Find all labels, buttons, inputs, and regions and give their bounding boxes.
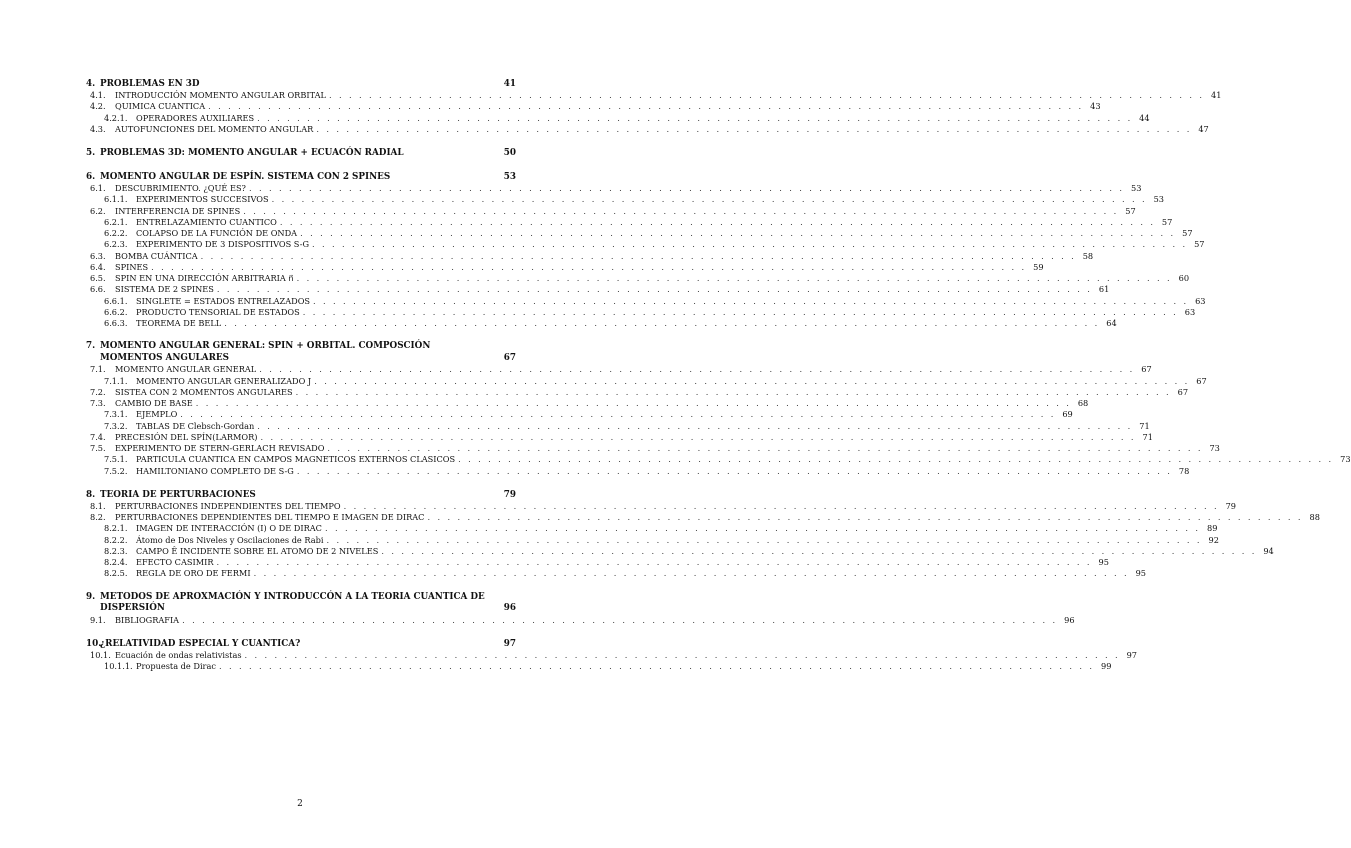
toc-leader-dots: [245, 650, 1120, 661]
toc-title: MOMENTO ANGULAR GENERAL: SPIN + ORBITAL. COMPOSCIÓN MOMENTOS ANGULARES: [100, 341, 431, 363]
toc-number: 6.6.2.: [104, 306, 128, 317]
toc-title: ¿RELATIVIDAD ESPECIAL Y CUANTICA?: [100, 638, 301, 649]
toc-leader-dots: [272, 194, 1147, 205]
toc-page: 63: [1184, 306, 1196, 317]
toc-number: 4.: [86, 79, 96, 89]
toc-subsection[interactable]: [86, 465, 1190, 477]
toc-number: 6.2.2.: [104, 228, 128, 238]
toc-page: 71: [1139, 420, 1150, 431]
toc-section[interactable]: [86, 123, 1209, 135]
toc-leader-dots: [427, 512, 1302, 523]
toc-page: 59: [1033, 261, 1044, 272]
toc-page: 95: [1098, 557, 1109, 567]
toc-page: 73: [1209, 443, 1220, 453]
toc-number: 6.2.: [90, 205, 106, 216]
toc-leader-dots: [344, 501, 1219, 512]
toc-leader-dots: [297, 466, 1172, 477]
toc-leader-dots: [201, 251, 1076, 262]
toc-number: 4.1.: [90, 90, 106, 100]
toc-section[interactable]: [86, 90, 1222, 101]
toc-section[interactable]: [86, 183, 1142, 194]
toc-leader-dots: [314, 376, 1189, 387]
toc-title: SPIN EN UNA DIRECCIÓN ARBITRARIA n⃗: [115, 273, 294, 283]
toc-leader-dots: [313, 296, 1188, 307]
toc-title: METODOS DE APROXMACIÓN Y INTRODUCCÓN A LA TEORIA CUANTICA DE DISPERSIÓN: [100, 591, 485, 613]
toc-leader-dots: [217, 284, 1092, 295]
toc-leader-dots: [316, 124, 1191, 135]
toc-page: 96: [503, 603, 516, 613]
toc-title: PRECESIÓN DEL SPÍN(LARMOR): [115, 431, 258, 442]
toc-title: MOMENTO ANGULAR GENERALIZADO J: [136, 375, 312, 386]
toc-title: EJEMPLO: [136, 409, 178, 420]
toc-subsection[interactable]: [86, 557, 1109, 568]
toc-page: 67: [1196, 375, 1207, 386]
toc-page: 53: [503, 172, 516, 182]
toc-chapter[interactable]: [86, 147, 516, 159]
toc-subsection[interactable]: [86, 228, 1193, 239]
toc-number: 7.2.: [90, 386, 106, 397]
toc-page: 79: [1225, 500, 1237, 511]
toc-number: 7.3.: [90, 398, 106, 408]
toc-title: PRODUCTO TENSORIAL DE ESTADOS: [136, 306, 300, 317]
toc-leader-dots: [458, 454, 1333, 465]
toc-chapter[interactable]: [86, 638, 516, 650]
toc-page: 50: [503, 148, 516, 158]
toc-number: 8.2.4.: [104, 557, 128, 567]
toc-leader-dots: [312, 239, 1187, 250]
toc-title: CAMBIO DE BASE: [115, 398, 193, 408]
toc-section[interactable]: [86, 398, 1089, 409]
toc-subsection[interactable]: [86, 112, 1150, 124]
toc-title: COLAPSO DE LA FUNCIÓN DE ONDA: [136, 228, 298, 238]
toc-page: 78: [1178, 465, 1190, 476]
toc-subsection[interactable]: [86, 545, 1274, 557]
toc-number: 7.3.1.: [104, 409, 128, 420]
toc-chapter[interactable]: [86, 171, 516, 183]
toc-title: INTRODUCCIÓN MOMENTO ANGULAR ORBITAL: [115, 90, 326, 100]
toc-page: 57: [1182, 228, 1193, 238]
toc-number: 6.6.3.: [104, 318, 128, 328]
toc-page: 94: [1263, 545, 1274, 556]
toc-number: 6.2.3.: [104, 239, 128, 250]
toc-number: 10.1.: [90, 649, 111, 660]
toc-section[interactable]: [86, 443, 1220, 454]
toc-subsection[interactable]: [86, 216, 1173, 228]
toc-number: 7.1.: [90, 364, 106, 375]
toc-number: 6.3.: [90, 250, 106, 261]
page-number: 2: [297, 799, 303, 809]
toc-title: Átomo de Dos Niveles y Oscilaciones de Rabi: [136, 534, 324, 545]
toc-leader-dots: [326, 535, 1201, 546]
toc-subsection[interactable]: [86, 409, 1073, 420]
toc-page: 63: [1195, 295, 1206, 306]
toc-title: EXPERIMENTO DE 3 DISPOSITIVOS S-G: [136, 239, 310, 250]
toc-section[interactable]: [86, 386, 1189, 398]
toc-page: 97: [1126, 649, 1137, 660]
toc-title: Propuesta de Dirac: [136, 661, 216, 671]
toc-title: SPINES: [115, 261, 149, 272]
toc-leader-dots: [180, 409, 1055, 420]
toc-title: PARTICULA CUANTICA EN CAMPOS MAGNETICOS EXTERNOS CLASICOS: [136, 454, 456, 465]
toc-title: EFECTO CASIMIR: [136, 557, 214, 567]
toc-number: 9.1.: [90, 614, 106, 625]
toc-leader-dots: [257, 421, 1132, 432]
toc-title: REGLA DE ORO DE FERMI: [136, 568, 251, 579]
toc-section[interactable]: [86, 431, 1153, 443]
toc-leader-dots: [224, 318, 1099, 329]
toc-leader-dots: [196, 398, 1071, 409]
toc-number: 8.2.2.: [104, 534, 128, 545]
toc-page: 69: [1062, 409, 1073, 420]
toc-number: 7.4.: [90, 431, 106, 442]
toc-leader-dots: [254, 568, 1129, 579]
toc-number: 7.5.2.: [104, 465, 128, 476]
toc-chapter[interactable]: [86, 592, 516, 615]
toc-page: 96: [1064, 614, 1075, 625]
toc-subsection[interactable]: [86, 318, 1117, 329]
toc-title: PROBLEMAS 3D: MOMENTO ANGULAR + ECUACÓN RADIAL: [100, 148, 404, 158]
toc-title: EXPERIMENTOS SUCCESIVOS: [136, 194, 269, 205]
toc-page: 71: [1142, 431, 1153, 442]
toc-title: BOMBA CUÁNTICA: [115, 250, 198, 261]
toc-page: 47: [1198, 123, 1209, 134]
toc-leader-dots: [219, 661, 1094, 672]
toc-title: SINGLETE = ESTADOS ENTRELAZADOS: [136, 295, 311, 306]
toc-leader-dots: [243, 206, 1118, 217]
toc-title: PERTURBACIONES INDEPENDIENTES DEL TIEMPO: [115, 500, 341, 511]
toc-page: 57: [1194, 239, 1205, 250]
toc-subsection[interactable]: [86, 534, 1219, 546]
toc-leader-dots: [381, 546, 1256, 557]
toc-number: 9.: [86, 591, 96, 602]
toc-title: BIBLIOGRAFIA: [115, 614, 180, 625]
toc-subsection[interactable]: [86, 194, 1165, 205]
toc-subsection[interactable]: [86, 568, 1147, 579]
toc-page: 58: [1082, 250, 1094, 261]
toc-page: 67: [503, 352, 516, 363]
toc-subsection[interactable]: [86, 661, 1112, 672]
toc-number: 7.: [86, 341, 96, 352]
table-of-contents: [86, 78, 1351, 672]
toc-page: 61: [1098, 284, 1110, 295]
toc-leader-dots: [249, 183, 1124, 194]
toc-page: 68: [1077, 398, 1089, 408]
toc-number: 7.5.1.: [104, 454, 128, 465]
toc-title: HAMILTONIANO COMPLETO DE S-G: [136, 465, 294, 476]
toc-page: 41: [1211, 90, 1222, 100]
toc-number: 6.1.1.: [104, 194, 128, 205]
toc-page: 44: [1139, 112, 1150, 123]
toc-page: 64: [1106, 318, 1117, 328]
toc-page: 41: [503, 79, 516, 89]
toc-leader-dots: [257, 113, 1132, 124]
toc-number: 4.2.: [90, 101, 106, 112]
toc-section[interactable]: [86, 261, 1044, 273]
toc-subsection[interactable]: [86, 306, 1196, 318]
toc-title: INTERFERENCIA DE SPINES: [115, 205, 241, 216]
toc-subsection[interactable]: [86, 523, 1218, 534]
toc-title: TEOREMA DE BELL: [136, 318, 222, 328]
toc-leader-dots: [296, 387, 1171, 398]
toc-number: 8.: [86, 489, 96, 500]
toc-page: 79: [503, 489, 516, 500]
toc-title: MOMENTO ANGULAR GENERAL: [115, 364, 257, 375]
toc-page: 67: [1177, 386, 1189, 397]
toc-title: AUTOFUNCIONES DEL MOMENTO ANGULAR: [115, 123, 314, 134]
toc-page: 60: [1178, 273, 1190, 283]
toc-page: 73: [1340, 454, 1351, 465]
toc-number: 6.5.: [90, 273, 106, 283]
toc-number: 10.: [86, 638, 102, 649]
toc-title: PROBLEMAS EN 3D: [100, 79, 200, 89]
toc-leader-dots: [329, 90, 1204, 101]
toc-subsection[interactable]: [86, 420, 1150, 432]
toc-leader-dots: [216, 557, 1091, 568]
toc-section[interactable]: [86, 205, 1136, 217]
toc-subsection[interactable]: [86, 454, 1351, 465]
toc-title: Ecuación de ondas relativistas: [115, 649, 242, 660]
toc-title: EXPERIMENTO DE STERN-GERLACH REVISADO: [115, 443, 325, 453]
toc-title: OPERADORES AUXILIARES: [136, 112, 255, 123]
toc-leader-dots: [325, 523, 1200, 534]
toc-number: 7.5.: [90, 443, 106, 453]
toc-title: SISTEMA DE 2 SPINES: [115, 284, 214, 295]
toc-section[interactable]: [86, 101, 1101, 112]
toc-number: 6.2.1.: [104, 216, 128, 227]
toc-number: 8.2.3.: [104, 545, 128, 556]
toc-page: 57: [1125, 205, 1136, 216]
toc-leader-dots: [327, 443, 1202, 454]
toc-number: 6.4.: [90, 261, 106, 272]
toc-page: 43: [1090, 101, 1101, 112]
toc-title: TEORIA DE PERTURBACIONES: [100, 489, 256, 500]
toc-leader-dots: [151, 262, 1026, 273]
toc-chapter[interactable]: [86, 78, 516, 90]
toc-leader-dots: [303, 307, 1178, 318]
toc-section[interactable]: [86, 512, 1320, 523]
toc-leader-dots: [259, 364, 1134, 375]
toc-number: 5.: [86, 148, 96, 158]
toc-leader-dots: [260, 432, 1135, 443]
toc-subsection[interactable]: [86, 239, 1205, 250]
toc-number: 4.3.: [90, 123, 106, 134]
toc-page: 53: [1130, 183, 1142, 193]
toc-page: 57: [1161, 216, 1173, 227]
toc-subsection[interactable]: [86, 295, 1206, 307]
toc-page: 97: [503, 638, 516, 649]
toc-number: 8.2.5.: [104, 568, 128, 579]
toc-chapter[interactable]: [86, 489, 516, 501]
toc-section[interactable]: [86, 364, 1152, 375]
toc-title: CAMPO Ê INCIDENTE SOBRE EL ATOMO DE 2 NIVELES: [136, 545, 379, 556]
toc-title: ENTRELAZAMIENTO CUANTICO: [136, 216, 277, 227]
toc-number: 8.1.: [90, 500, 106, 511]
toc-number: 10.1.1.: [104, 661, 133, 671]
toc-number: 8.2.1.: [104, 523, 128, 534]
toc-title: MOMENTO ANGULAR DE ESPÍN. SISTEMA CON 2 SPINES: [100, 172, 391, 182]
toc-leader-dots: [297, 273, 1172, 284]
toc-page: 95: [1135, 568, 1147, 579]
toc-section[interactable]: [86, 649, 1137, 661]
toc-number: 6.6.: [90, 284, 106, 295]
toc-leader-dots: [182, 615, 1057, 626]
toc-leader-dots: [300, 228, 1175, 239]
toc-number: 6.6.1.: [104, 295, 128, 306]
toc-chapter[interactable]: [86, 341, 516, 364]
toc-title: PERTURBACIONES DEPENDIENTES DEL TIEMPO E IMAGEN DE DIRAC: [115, 512, 425, 522]
toc-section[interactable]: [86, 273, 1190, 284]
toc-number: 7.3.2.: [104, 420, 128, 431]
toc-page: 67: [1141, 364, 1152, 375]
toc-leader-dots: [280, 217, 1155, 228]
toc-section[interactable]: [86, 500, 1237, 512]
toc-title: IMAGEN DE INTERACCIÓN (I) O DE DIRAC: [136, 523, 322, 534]
toc-title: SISTEA CON 2 MOMENTOS ANGULARES: [115, 386, 293, 397]
toc-page: 99: [1100, 661, 1112, 671]
toc-section[interactable]: [86, 614, 1075, 626]
toc-title: DESCUBRIMIENTO. ¿QUÉ ES?: [115, 183, 246, 193]
toc-number: 6.: [86, 172, 96, 182]
toc-number: 7.1.1.: [104, 375, 128, 386]
toc-number: 6.1.: [90, 183, 106, 193]
toc-number: 8.2.: [90, 512, 106, 522]
toc-number: 4.2.1.: [104, 112, 128, 123]
toc-leader-dots: [208, 101, 1083, 112]
toc-page: 53: [1153, 194, 1165, 205]
toc-subsection[interactable]: [86, 375, 1207, 387]
toc-page: 88: [1309, 512, 1320, 522]
toc-section[interactable]: [86, 250, 1094, 262]
toc-page: 89: [1206, 523, 1218, 534]
toc-title: QUIMICA CUANTICA: [115, 101, 206, 112]
toc-page: 92: [1208, 534, 1219, 545]
toc-section[interactable]: [86, 284, 1110, 295]
toc-title: TABLAS DE Clebsch-Gordan: [136, 420, 255, 431]
